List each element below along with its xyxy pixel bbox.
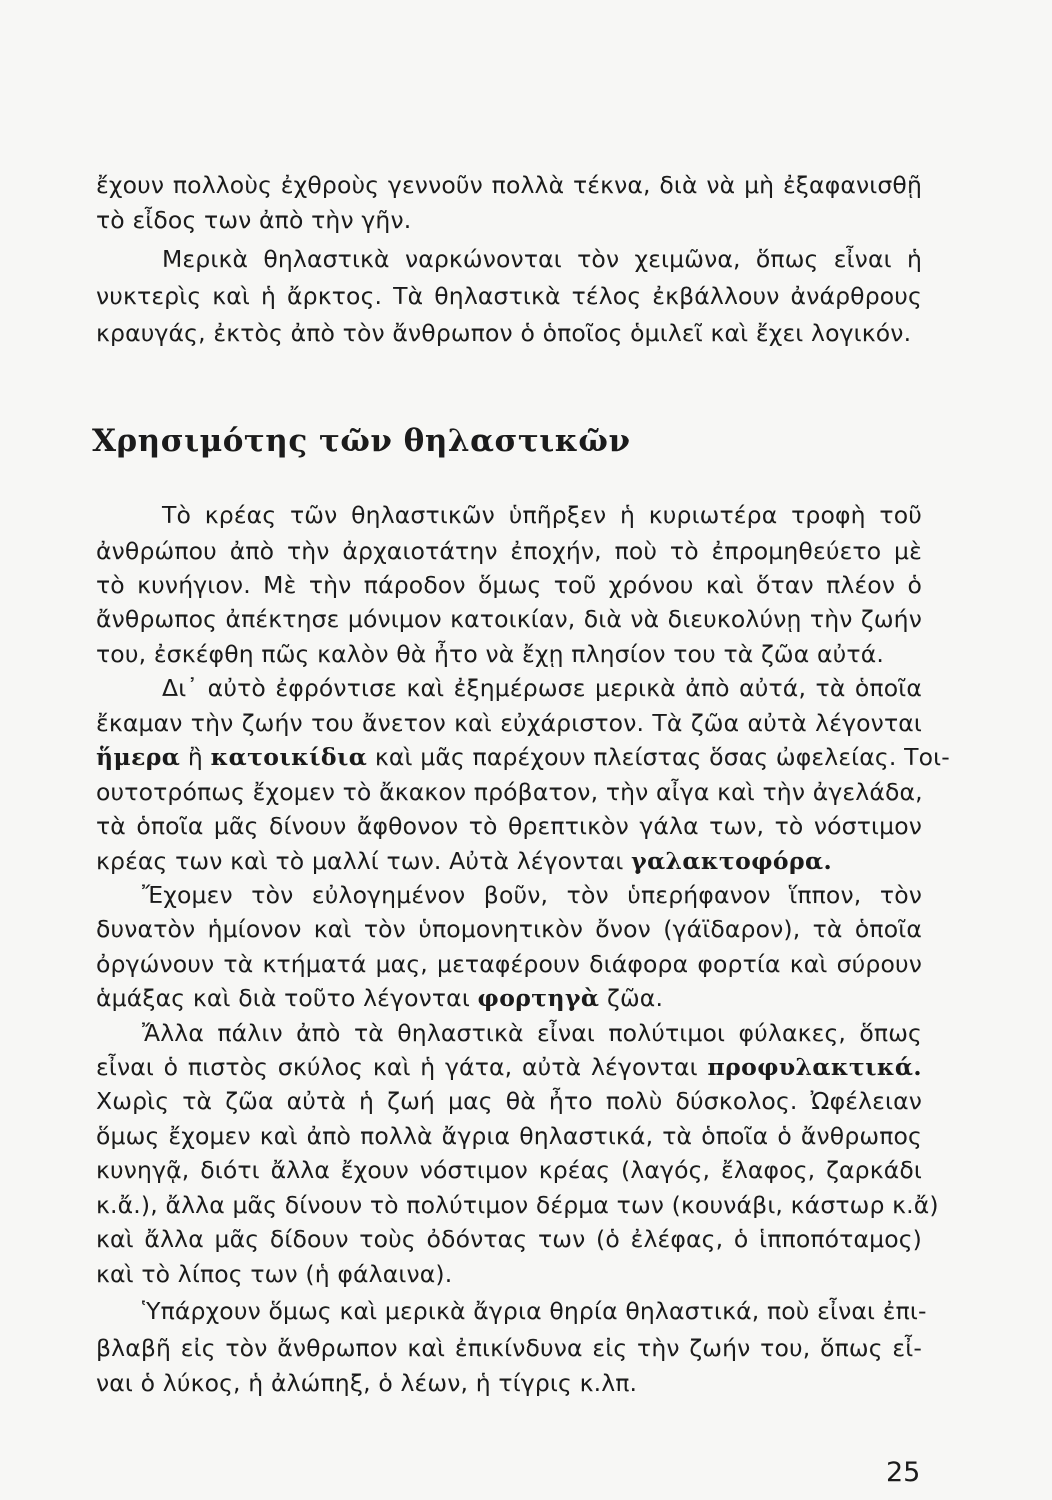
text-line: ἁμάξας καὶ διὰ τοῦτο λέγονται φορτηγὰ ζῶα. bbox=[96, 984, 664, 1012]
bold-term: κατοικίδια bbox=[210, 743, 368, 771]
text-line: κ.ἄ.), ἄλλα μᾶς δίνουν τὸ πολύτιμον δέρμα των (κουνάβι, κάστωρ κ.ἄ) bbox=[96, 1191, 939, 1219]
text-line: ἔκαμαν τὴν ζωήν του ἄνετον καὶ εὐχάριστον. Τὰ ζῶα αὐτὰ λέγονται bbox=[96, 709, 922, 737]
text-line: Δι᾽ αὐτὸ ἐφρόντισε καὶ ἐξημέρωσε μερικὰ ἀπὸ αὐτά, τὰ ὁποῖα bbox=[162, 674, 922, 702]
text-line: Χωρὶς τὰ ζῶα αὐτὰ ἡ ζωή μας θὰ ἦτο πολὺ δύσκολος. Ὠφέλειαν bbox=[96, 1087, 922, 1115]
bold-term: γαλακτοφόρα. bbox=[631, 847, 833, 875]
text-line: εἶναι ὁ πιστὸς σκύλος καὶ ἡ γάτα, αὐτὰ λέγονται προφυλακτικά. bbox=[96, 1053, 922, 1081]
text-line: ἀνθρώπου ἀπὸ τὴν ἀρχαιοτάτην ἐποχήν, ποὺ τὸ ἐπρομηθεύετο μὲ bbox=[96, 537, 922, 565]
text-line: κραυγάς, ἐκτὸς ἀπὸ τὸν ἄνθρωπον ὁ ὁποῖος ὁμιλεῖ καὶ ἔχει λογικόν. bbox=[96, 319, 912, 347]
text-line: κυνηγᾷ, διότι ἄλλα ἔχουν νόστιμον κρέας (λαγός, ἔλαφος, ζαρκάδι bbox=[96, 1156, 922, 1184]
text-line: βλαβῆ εἰς τὸν ἄνθρωπον καὶ ἐπικίνδυνα εἰς τὴν ζωήν του, ὅπως εἶ- bbox=[96, 1334, 922, 1362]
text-line: Ἄλλα πάλιν ἀπὸ τὰ θηλαστικὰ εἶναι πολύτιμοι φύλακες, ὅπως bbox=[142, 1019, 922, 1047]
text-line: Τὸ κρέας τῶν θηλαστικῶν ὑπῆρξεν ἡ κυριωτέρα τροφὴ τοῦ bbox=[162, 501, 922, 529]
text-line: τὰ ὁποῖα μᾶς δίνουν ἄφθονον τὸ θρεπτικὸν γάλα των, τὸ νόστιμον bbox=[96, 812, 922, 840]
bold-term: φορτηγὰ bbox=[477, 984, 600, 1012]
text-line: ὅμως ἔχομεν καὶ ἀπὸ πολλὰ ἄγρια θηλαστικά, τὰ ὁποῖα ὁ ἄνθρωπος bbox=[96, 1122, 922, 1150]
text-line: του, ἐσκέφθη πῶς καλὸν θὰ ἦτο νὰ ἔχῃ πλησίον του τὰ ζῶα αὐτά. bbox=[96, 640, 884, 668]
bold-term: προφυλακτικά. bbox=[707, 1053, 922, 1081]
text-line: Ἔχομεν τὸν εὐλογημένον βοῦν, τὸν ὑπερήφανον ἵππον, τὸν bbox=[142, 881, 922, 909]
text-line: νυκτερὶς καὶ ἡ ἄρκτος. Τὰ θηλαστικὰ τέλος ἐκβάλλουν ἀνάρθρους bbox=[96, 282, 922, 310]
page-number: 25 bbox=[886, 1457, 921, 1488]
text-line: ναι ὁ λύκος, ἡ ἀλώπηξ, ὁ λέων, ἡ τίγρις κ.λπ. bbox=[96, 1369, 638, 1397]
text-line: τὸ εἶδος των ἀπὸ τὴν γῆν. bbox=[96, 206, 412, 234]
text-line: Ὑπάρχουν ὅμως καὶ μερικὰ ἄγρια θηρία θηλαστικά, ποὺ εἶναι ἐπι- bbox=[142, 1297, 927, 1325]
text-line: ουτοτρόπως ἔχομεν τὸ ἄκακον πρόβατον, τὴν αἶγα καὶ τὴν ἀγελάδα, bbox=[96, 778, 923, 806]
section-heading: Χρησιμότης τῶν θηλαστικῶν bbox=[92, 423, 631, 459]
bold-term: ἥμερα bbox=[96, 743, 181, 771]
text-line: δυνατὸν ἡμίονον καὶ τὸν ὑπομονητικὸν ὄνον (γάϊδαρον), τὰ ὁποῖα bbox=[96, 915, 922, 943]
text-line: καὶ τὸ λίπος των (ἡ φάλαινα). bbox=[96, 1260, 453, 1288]
text-line: τὸ κυνήγιον. Μὲ τὴν πάροδον ὅμως τοῦ χρόνου καὶ ὅταν πλέον ὁ bbox=[96, 571, 922, 599]
text-line: κρέας των καὶ τὸ μαλλί των. Αὐτὰ λέγονται γαλακτοφόρα. bbox=[96, 847, 833, 875]
text-line: ἔχουν πολλοὺς ἐχθροὺς γεννοῦν πολλὰ τέκνα, διὰ νὰ μὴ ἐξαφανισθῇ bbox=[96, 171, 922, 199]
text-line: ἄνθρωπος ἀπέκτησε μόνιμον κατοικίαν, διὰ νὰ διευκολύνῃ τὴν ζωήν bbox=[96, 605, 922, 633]
text-line: καὶ ἄλλα μᾶς δίδουν τοὺς ὀδόντας των (ὁ ἐλέφας, ὁ ἱπποπόταμος) bbox=[96, 1225, 922, 1253]
text-line: Μερικὰ θηλαστικὰ ναρκώνονται τὸν χειμῶνα, ὅπως εἶναι ἡ bbox=[162, 245, 922, 273]
text-line: ἥμερα ἢ κατοικίδια καὶ μᾶς παρέχουν πλείστας ὅσας ὠφελείας. Τοι- bbox=[96, 743, 950, 771]
text-line: ὀργώνουν τὰ κτήματά μας, μεταφέρουν διάφορα φορτία καὶ σύρουν bbox=[96, 950, 922, 978]
